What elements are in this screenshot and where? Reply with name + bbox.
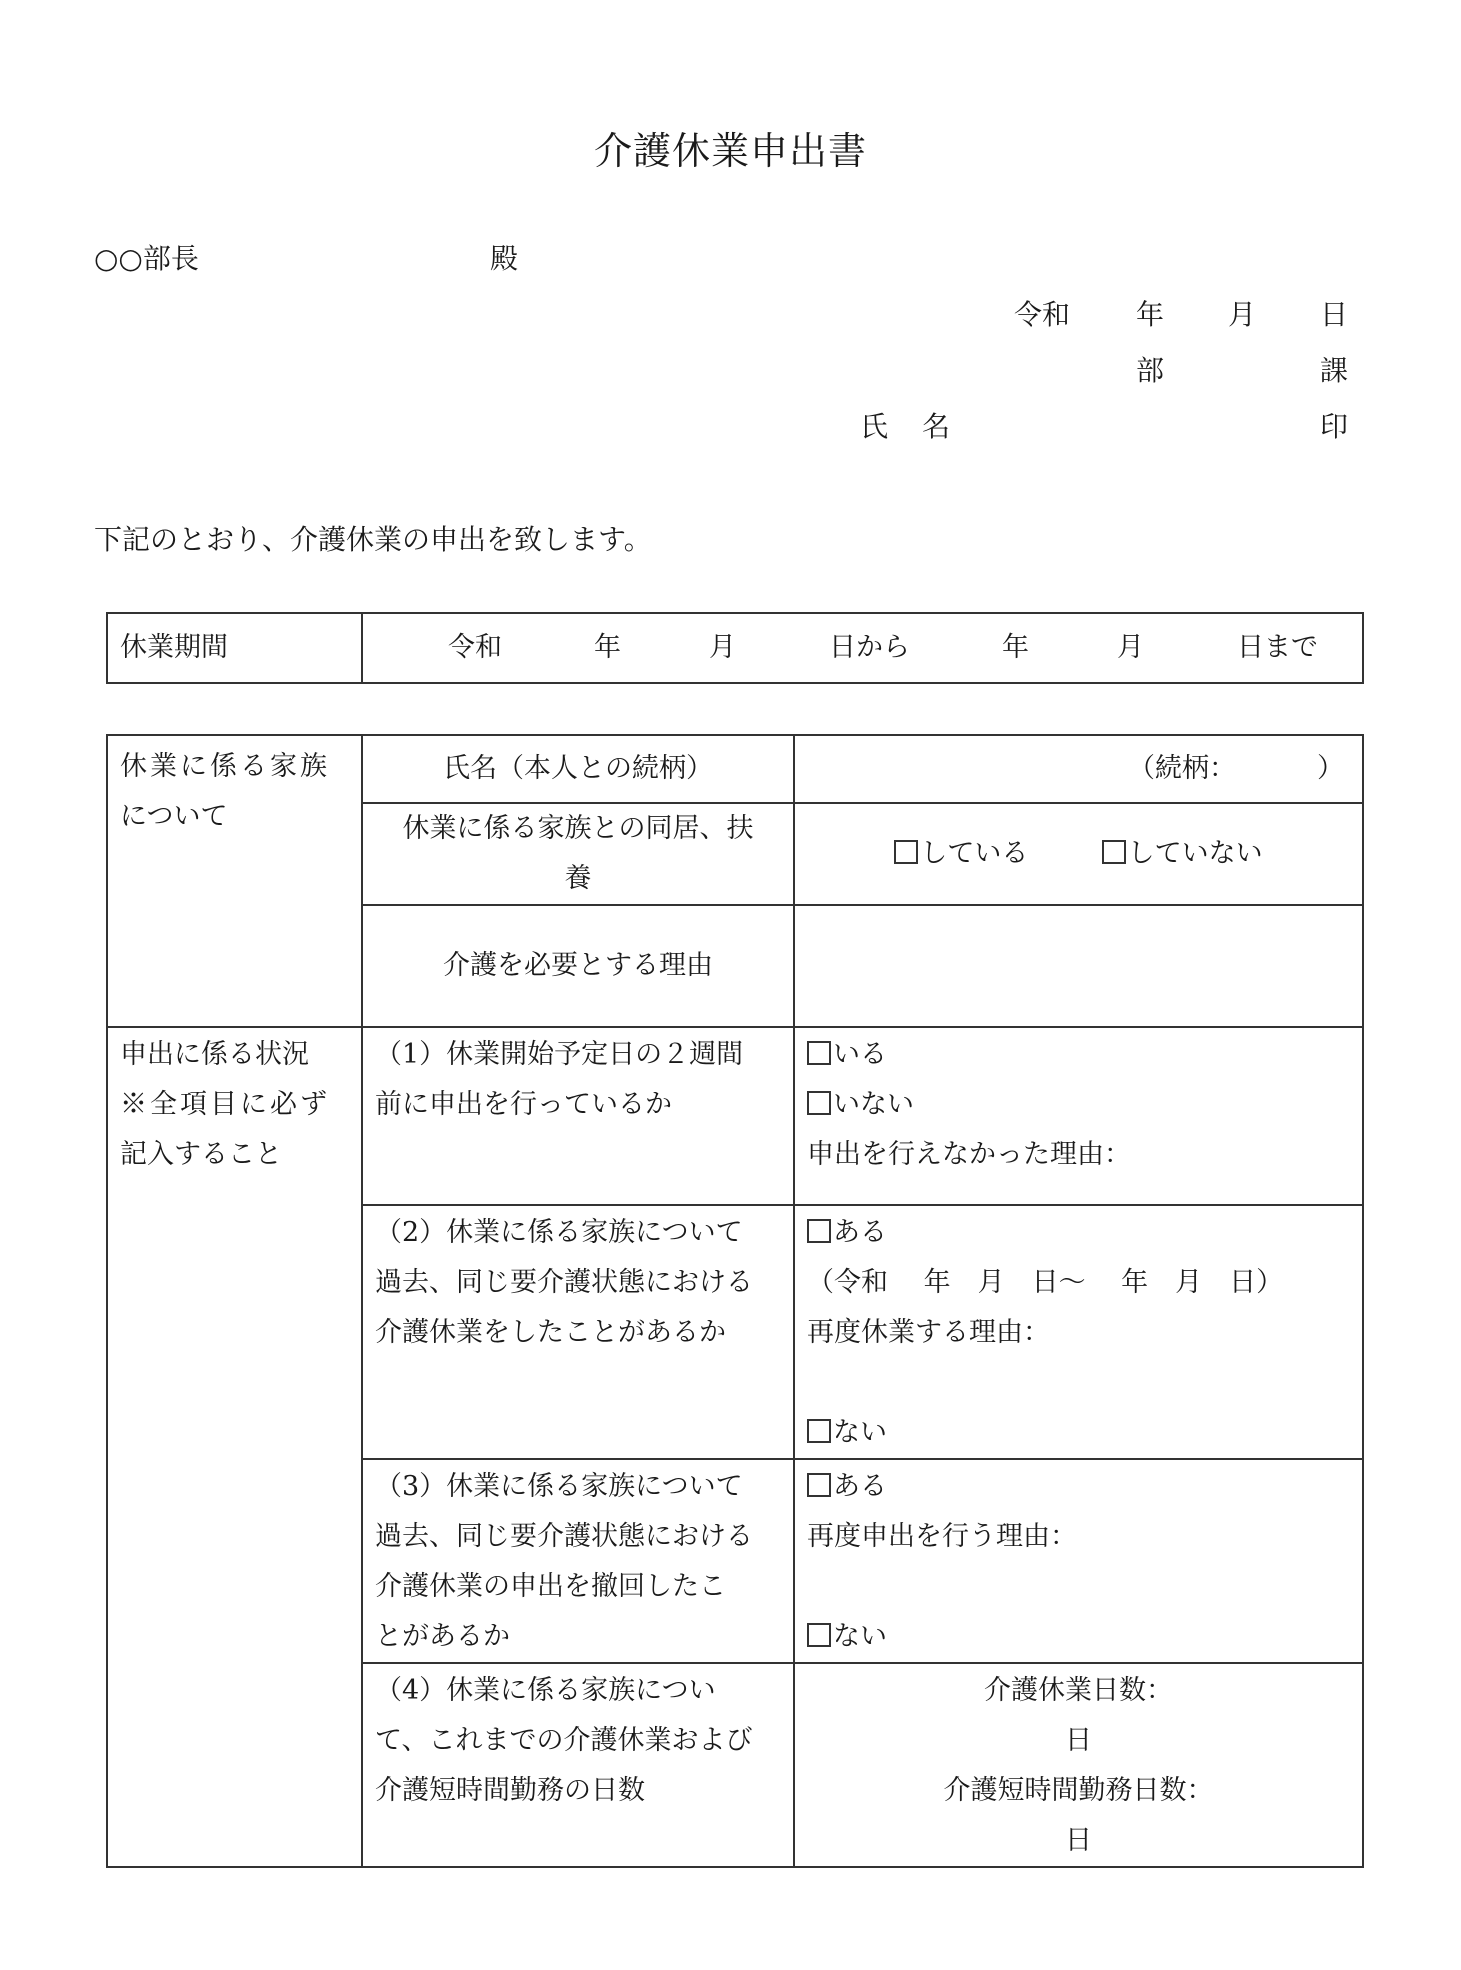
q1-yes-option[interactable]: いる — [807, 1030, 1350, 1080]
leave-period-value — [362, 613, 1363, 683]
q3-question: （3）休業に係る家族について 過去、同じ要介護状態における 介護休業の申出を撤回したこ とがあるか — [362, 1459, 794, 1663]
checkbox-icon[interactable] — [807, 1419, 831, 1443]
checkbox-icon[interactable] — [807, 1041, 831, 1065]
q3-yes-option[interactable]: ある — [807, 1462, 1350, 1512]
period-era: 令和 — [448, 632, 502, 663]
leave-period-label: 休業期間 — [107, 613, 362, 683]
name-mei: 名 — [922, 410, 951, 443]
document-title: 介護休業申出書 — [593, 129, 867, 173]
checkbox-icon[interactable] — [807, 1219, 831, 1243]
q3-reason-label: 再度申出を行う理由： — [807, 1521, 1077, 1552]
checkbox-icon[interactable] — [894, 840, 918, 864]
situation-section-label: 申出に係る状況 ※全項目に必ず 記入すること — [107, 1027, 362, 1867]
leave-days-label: 介護休業日数： — [984, 1675, 1173, 1706]
family-name-field — [794, 735, 1363, 803]
period-start-year: 年 — [594, 632, 621, 663]
relation-label: （続柄： — [1128, 753, 1236, 784]
cohabit-label: 休業に係る家族との同居、扶 養 — [362, 803, 794, 905]
department-bu: 部 — [1136, 354, 1165, 387]
q1-answer — [794, 1027, 1363, 1205]
cohabit-yes-option[interactable]: している — [894, 838, 1028, 869]
q4-answer — [794, 1663, 1363, 1867]
name-shi: 氏 — [860, 410, 889, 443]
short-days-label: 介護短時間勤務日数： — [943, 1775, 1214, 1806]
q3-no-option[interactable]: ない — [807, 1612, 1350, 1662]
period-end-day: 日まで — [1237, 632, 1318, 663]
checkbox-icon[interactable] — [807, 1091, 831, 1115]
q1-reason-label: 申出を行えなかった理由： — [807, 1139, 1131, 1170]
addressee-name: ○○部長 — [94, 242, 199, 275]
leave-days-unit: 日 — [1065, 1725, 1092, 1756]
q2-no-option[interactable]: ない — [807, 1408, 1350, 1458]
application-table — [106, 734, 1364, 1868]
care-reason-field[interactable] — [794, 905, 1363, 1027]
q2-yes-option[interactable]: ある — [807, 1208, 1350, 1258]
date-day: 日 — [1320, 298, 1349, 331]
family-section-label: 休業に係る家族 について — [107, 735, 362, 1027]
leave-period-table — [106, 612, 1364, 684]
checkbox-icon[interactable] — [807, 1623, 831, 1647]
q2-question: （2）休業に係る家族について 過去、同じ要介護状態における 介護休業をしたことがあるか — [362, 1205, 794, 1459]
date-month: 月 — [1228, 298, 1257, 331]
q4-question: （4）休業に係る家族につい て、これまでの介護休業および 介護短時間勤務の日数 — [362, 1663, 794, 1867]
department-ka: 課 — [1320, 354, 1349, 387]
cohabit-no-option[interactable]: していない — [1102, 838, 1263, 869]
intro-text: 下記のとおり、介護休業の申出を致します。 — [94, 523, 652, 556]
period-start-month: 月 — [709, 632, 736, 663]
date-year: 年 — [1136, 298, 1165, 331]
addressee-honorific: 殿 — [490, 242, 519, 275]
checkbox-icon[interactable] — [1102, 840, 1126, 864]
period-end-year: 年 — [1002, 632, 1029, 663]
period-end-month: 月 — [1117, 632, 1144, 663]
q1-question: （1）休業開始予定日の２週間 前に申出を行っているか — [362, 1027, 794, 1205]
checkbox-icon[interactable] — [807, 1473, 831, 1497]
family-name-label: 氏名（本人との続柄） — [362, 735, 794, 803]
q2-reason-label: 再度休業する理由： — [807, 1317, 1050, 1348]
q3-answer — [794, 1459, 1363, 1663]
period-start-day: 日から — [829, 632, 910, 663]
q2-period: （令和 年 月 日～ 年 月 日） — [807, 1267, 1284, 1298]
date-era: 令和 — [1014, 298, 1071, 331]
short-days-unit: 日 — [1065, 1825, 1092, 1856]
seal-mark: 印 — [1320, 410, 1349, 443]
care-reason-label: 介護を必要とする理由 — [362, 905, 794, 1027]
q1-no-option[interactable]: いない — [807, 1080, 1350, 1130]
cohabit-options — [794, 803, 1363, 905]
q2-answer — [794, 1205, 1363, 1459]
relation-close: ） — [1317, 753, 1344, 784]
